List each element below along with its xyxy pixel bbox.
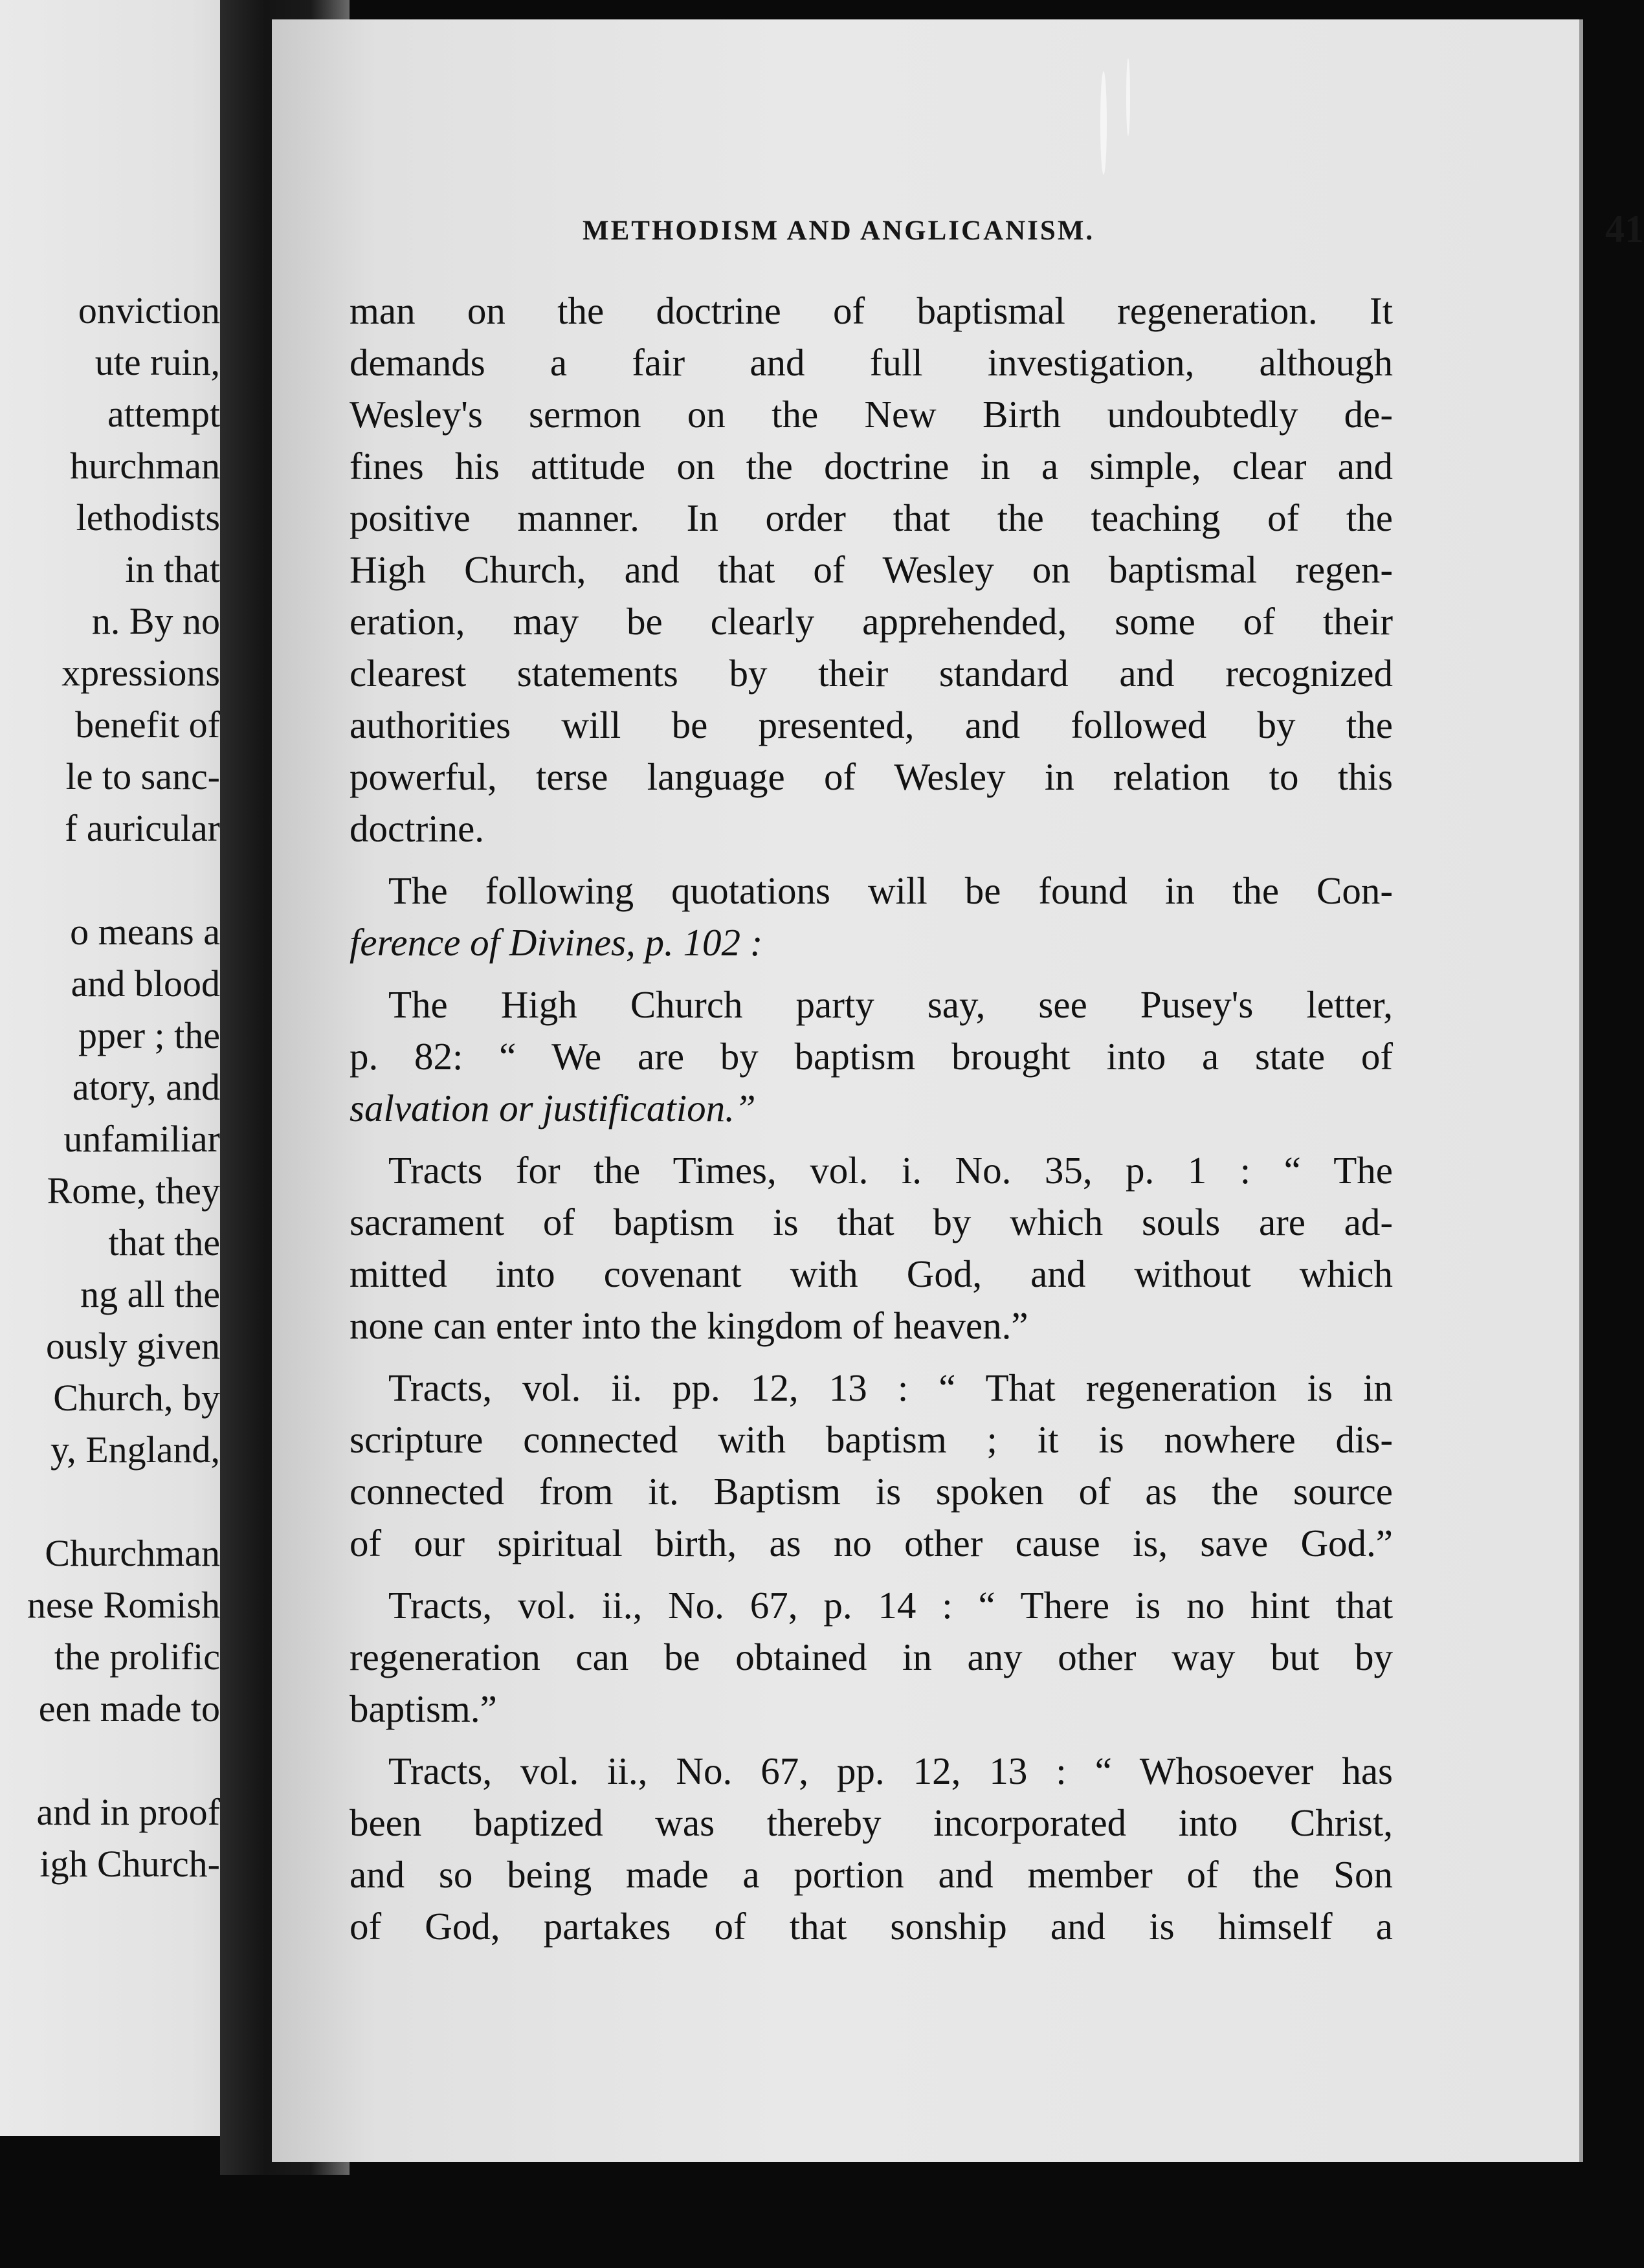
text-line: Wesley's sermon on the New Birth undoubtedly de- <box>350 393 1393 436</box>
paragraph-pusey <box>350 979 1393 1134</box>
running-head: METHODISM AND ANGLICANISM. <box>583 216 1095 246</box>
left-page-line: le to sanc- <box>65 755 220 797</box>
paragraph-tracts-35 <box>350 1144 1393 1351</box>
paragraph-tracts-ii <box>350 1362 1393 1569</box>
text-line: ference of Divines, p. 102 : <box>350 921 763 964</box>
left-page-line: the prolific <box>54 1636 220 1678</box>
left-page-line: n. By no <box>91 600 220 642</box>
text-line: The following quotations will be found in the Con- <box>388 869 1393 912</box>
left-page-line <box>0 854 220 906</box>
text-line: fines his attitude on the doctrine in a simple, clear and <box>350 445 1393 487</box>
page-header <box>583 207 1644 265</box>
left-page-line: lethodists <box>76 496 220 539</box>
left-page-line: Churchman <box>45 1532 220 1574</box>
left-page-line: een made to <box>38 1687 220 1729</box>
left-page-line: and blood <box>71 962 220 1005</box>
left-page-line: ng all the <box>80 1273 220 1315</box>
left-page-line: onviction <box>78 289 220 331</box>
text-line: The High Church party say, see Pusey's letter, <box>388 983 1393 1026</box>
text-line: Tracts for the Times, vol. i. No. 35, p. 1 : “ The <box>388 1149 1393 1192</box>
text-line: p. 82: “ We are by baptism brought into a state of <box>350 1035 1393 1078</box>
scratch-mark <box>1126 58 1130 136</box>
paragraph-conference <box>350 865 1393 968</box>
text-line: salvation or justification.” <box>350 1087 756 1129</box>
text-line: authorities will be presented, and followed by the <box>350 704 1393 746</box>
text-line: been baptized was thereby incorporated into Christ, <box>350 1801 1393 1844</box>
left-page-line: pper ; the <box>78 1014 220 1056</box>
paragraph-tracts-67-p14 <box>350 1579 1393 1735</box>
text-line: of God, partakes of that sonship and is himself a <box>350 1905 1393 1948</box>
text-line: Tracts, vol. ii., No. 67, pp. 12, 13 : “ Whosoever has <box>388 1750 1393 1792</box>
text-line: man on the doctrine of baptismal regeneration. It <box>350 289 1393 332</box>
text-line: baptism.” <box>350 1687 497 1730</box>
left-page-line: attempt <box>107 393 220 435</box>
text-line: connected from it. Baptism is spoken of as the source <box>350 1470 1393 1513</box>
text-line: Tracts, vol. ii., No. 67, p. 14 : “ There is no hint that <box>388 1584 1393 1627</box>
left-page-line: igh Church- <box>39 1843 220 1885</box>
text-line: powerful, terse language of Wesley in relation to this <box>350 755 1393 798</box>
text-line: doctrine. <box>350 807 485 850</box>
left-page-line: atory, and <box>72 1066 220 1108</box>
left-page-line <box>0 1476 220 1528</box>
left-page-line: ute ruin, <box>94 341 220 383</box>
text-line: and so being made a portion and member of the Son <box>350 1853 1393 1896</box>
text-line: High Church, and that of Wesley on baptismal regen- <box>350 548 1393 591</box>
left-page-line <box>0 1735 220 1786</box>
left-page-line: and in proof <box>36 1791 220 1833</box>
text-line: sacrament of baptism is that by which souls are ad- <box>350 1201 1393 1243</box>
left-page-line: Church, by <box>53 1377 220 1419</box>
text-line: none can enter into the kingdom of heaven.” <box>350 1304 1028 1347</box>
left-page-line: xpressions <box>61 652 220 694</box>
left-page-line: f auricular <box>65 807 220 849</box>
scratch-mark <box>1100 71 1107 175</box>
left-page-line: in that <box>125 548 220 590</box>
page-body <box>350 285 1393 1952</box>
left-page-line: nese Romish <box>27 1584 220 1626</box>
left-page-line: unfamiliar <box>63 1118 220 1160</box>
left-page-line: ously given <box>45 1325 220 1367</box>
text-line: eration, may be clearly apprehended, some of their <box>350 600 1393 643</box>
text-line: positive manner. In order that the teaching of the <box>350 496 1393 539</box>
paragraph-intro <box>350 285 1393 854</box>
left-page-line: that the <box>108 1221 220 1263</box>
text-line: demands a fair and full investigation, although <box>350 341 1393 384</box>
page-number: 41 <box>1605 208 1644 250</box>
right-page <box>272 19 1644 2162</box>
left-page-line: benefit of <box>75 704 220 746</box>
text-line: of our spiritual birth, as no other cause is, save God.” <box>350 1522 1393 1564</box>
left-page-text <box>0 285 220 1890</box>
left-page-line: hurchman <box>70 445 220 487</box>
text-line: clearest statements by their standard and recognized <box>350 652 1393 695</box>
text-line: scripture connected with baptism ; it is nowhere dis- <box>350 1418 1393 1461</box>
left-page-line: Rome, they <box>47 1170 220 1212</box>
paragraph-tracts-67-pp12 <box>350 1745 1393 1952</box>
text-line: mitted into covenant with God, and without which <box>350 1252 1393 1295</box>
text-line: Tracts, vol. ii. pp. 12, 13 : “ That regeneration is in <box>388 1366 1393 1409</box>
left-page-line: y, England, <box>50 1429 220 1471</box>
text-line: regeneration can be obtained in any other way but by <box>350 1636 1393 1678</box>
left-page-line: o means a <box>70 911 220 953</box>
